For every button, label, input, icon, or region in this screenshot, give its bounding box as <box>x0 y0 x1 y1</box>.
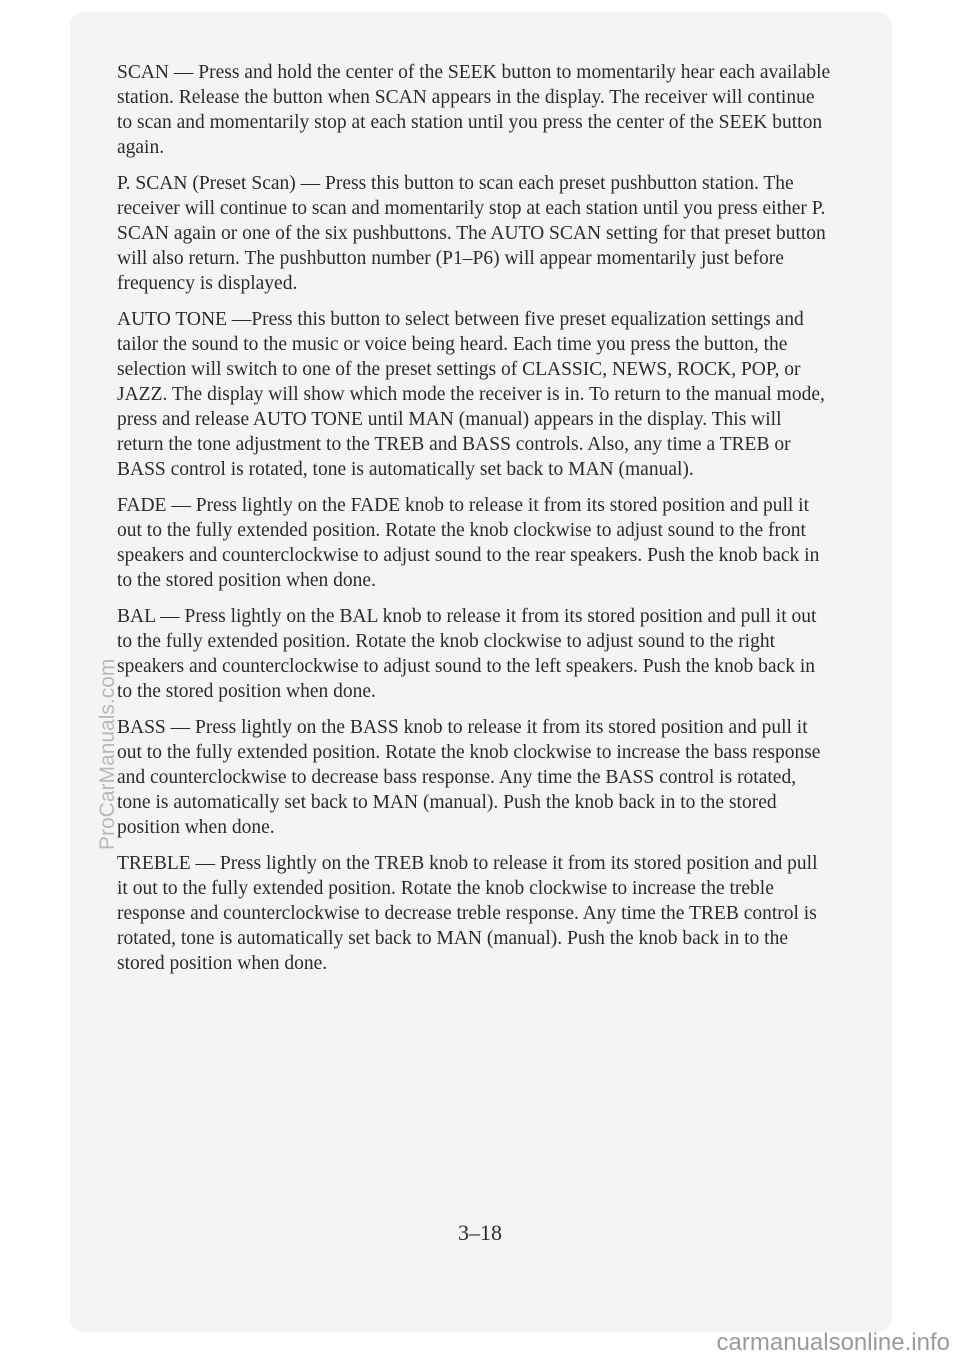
paragraph-fade: FADE — Press lightly on the FADE knob to release it from its stored position and pull it out to the fully extended position. Rotate the knob clockwise to adjust sound to the front speakers and counterclockwise to adjust sound to the rear speakers. Push the knob back in to the stored position when done. <box>117 495 820 591</box>
paragraph-preset-scan: P. SCAN (Preset Scan) — Press this button to scan each preset pushbutton station. The receiver will continue to scan and momentarily stop at each station until you press either P. SCAN again or one of the six pushbuttons. The AUTO SCAN setting for that preset button will also return. The pushbutton number (P1–P6) will appear momentarily just before frequency is displayed. <box>117 173 826 294</box>
paragraph-scan: SCAN — Press and hold the center of the SEEK button to momentarily hear each available station. Release the button when SCAN appears in the display. The receiver will continue to scan and momentarily stop at each station until you press the center of the SEEK button again. <box>117 62 831 158</box>
paragraph-bass: BASS — Press lightly on the BASS knob to release it from its stored position and pull it out to the fully extended position. Rotate the knob clockwise to increase the bass response and counterclockwise to decrease bass response. Any time the BASS control is rotated, tone is automatically set back to MAN (manual). Push the knob back in to the stored position when done. <box>117 717 821 838</box>
paragraph-auto-tone: AUTO TONE —Press this button to select between five preset equalization settings and tailor the sound to the music or voice being heard. Each time you press the button, the selection will switch to one of the preset settings of CLASSIC, NEWS, ROCK, POP, or JAZZ. The display will show which mode the receiver is in. To return to the manual mode, press and release AUTO TONE until MAN (manual) appears in the display. This will return the tone adjustment to the TREB and BASS controls. Also, any time a TREB or BASS control is rotated, tone is automatically set back to MAN (manual). <box>117 309 825 480</box>
bottom-watermark: carmanualsonline.info <box>716 1329 950 1356</box>
paragraph-treble: TREBLE — Press lightly on the TREB knob to release it from its stored position and pull it out to the fully extended position. Rotate the knob clockwise to increase the treble response and counterclockwise to decrease treble response. Any time the TREB control is rotated, tone is automatically set back to MAN (manual). Push the knob back in to the stored position when done. <box>117 853 818 974</box>
page-body <box>117 60 832 987</box>
vertical-watermark: ProCarManuals.com <box>96 658 119 850</box>
page-number: 3–18 <box>458 1220 502 1245</box>
paragraph-bal: BAL — Press lightly on the BAL knob to release it from its stored position and pull it out to the fully extended position. Rotate the knob clockwise to adjust sound to the right speakers and counterclockwise to adjust sound to the left speakers. Push the knob back in to the stored position when done. <box>117 606 817 702</box>
